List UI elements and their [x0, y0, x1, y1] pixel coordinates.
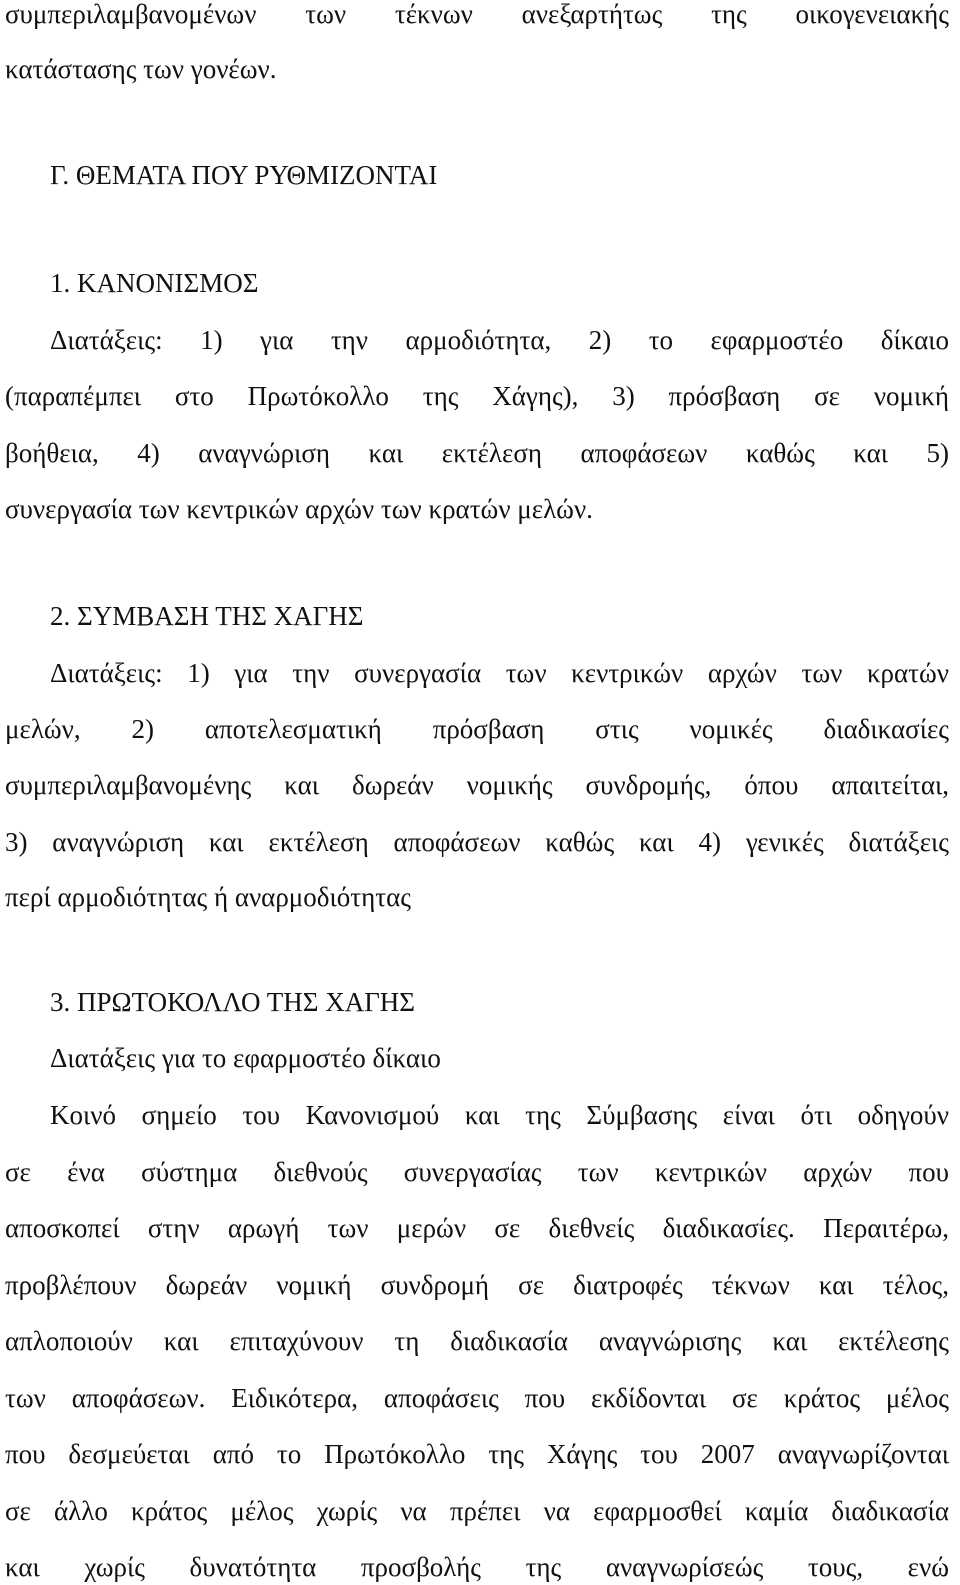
- body-text-line: σε άλλο κράτος μέλος χωρίς να πρέπει να εφαρμοσθεί καμία διαδικασία: [5, 1496, 949, 1526]
- body-text-line: συνεργασία των κεντρικών αρχών των κρατών μελών.: [5, 494, 593, 524]
- body-text-line: συμπεριλαμβανομένης και δωρεάν νομικής συνδρομής, όπου απαιτείται,: [5, 770, 949, 800]
- body-text-line: Κοινό σημείο του Κανονισμού και της Σύμβασης είναι ότι οδηγούν: [50, 1100, 949, 1130]
- body-text-line: Διατάξεις: 1) για την αρμοδιότητα, 2) το εφαρμοστέο δίκαιο: [50, 325, 949, 355]
- body-text-line: (παραπέμπει στο Πρωτόκολλο της Χάγης), 3) πρόσβαση σε νομική: [5, 381, 949, 411]
- body-text-line: προβλέπουν δωρεάν νομική συνδρομή σε διατροφές τέκνων και τέλος,: [5, 1270, 949, 1300]
- body-text-line: των αποφάσεων. Ειδικότερα, αποφάσεις που εκδίδονται σε κράτος μέλος: [5, 1383, 949, 1413]
- body-text-line: Διατάξεις: 1) για την συνεργασία των κεντρικών αρχών των κρατών: [50, 658, 949, 688]
- item-heading: 1. ΚΑΝΟΝΙΣΜΟΣ: [50, 268, 259, 298]
- item-heading: 3. ΠΡΩΤΟΚΟΛΛΟ ΤΗΣ ΧΑΓΗΣ: [50, 987, 416, 1017]
- body-text-line: συμπεριλαμβανομένων των τέκνων ανεξαρτήτως της οικογενειακής: [5, 0, 949, 29]
- section-heading: Γ. ΘΕΜΑΤΑ ΠΟΥ ΡΥΘΜΙΖΟΝΤΑΙ: [50, 160, 438, 190]
- body-text-line: βοήθεια, 4) αναγνώριση και εκτέλεση αποφάσεων καθώς και 5): [5, 438, 949, 468]
- body-text-line: που δεσμεύεται από το Πρωτόκολλο της Χάγης του 2007 αναγνωρίζονται: [5, 1439, 949, 1469]
- item-heading: 2. ΣΥΜΒΑΣΗ ΤΗΣ ΧΑΓΗΣ: [50, 601, 364, 631]
- body-text-line: απλοποιούν και επιταχύνουν τη διαδικασία αναγνώρισης και εκτέλεσης: [5, 1326, 949, 1356]
- body-text-line: μελών, 2) αποτελεσματική πρόσβαση στις νομικές διαδικασίες: [5, 714, 949, 744]
- body-text-line: αποσκοπεί στην αρωγή των μερών σε διεθνείς διαδικασίες. Περαιτέρω,: [5, 1213, 949, 1243]
- body-text-line: 3) αναγνώριση και εκτέλεση αποφάσεων καθώς και 4) γενικές διατάξεις: [5, 827, 949, 857]
- body-text-line: περί αρμοδιότητας ή αναρμοδιότητας: [5, 882, 411, 912]
- body-text-line: κατάστασης των γονέων.: [5, 54, 277, 84]
- body-text-line: και χωρίς δυνατότητα προσβολής της αναγνωρίσεώς τους, ενώ: [5, 1552, 949, 1582]
- body-text-line: σε ένα σύστημα διεθνούς συνεργασίας των κεντρικών αρχών που: [5, 1157, 949, 1187]
- item-subheading: Διατάξεις για το εφαρμοστέο δίκαιο: [50, 1043, 441, 1073]
